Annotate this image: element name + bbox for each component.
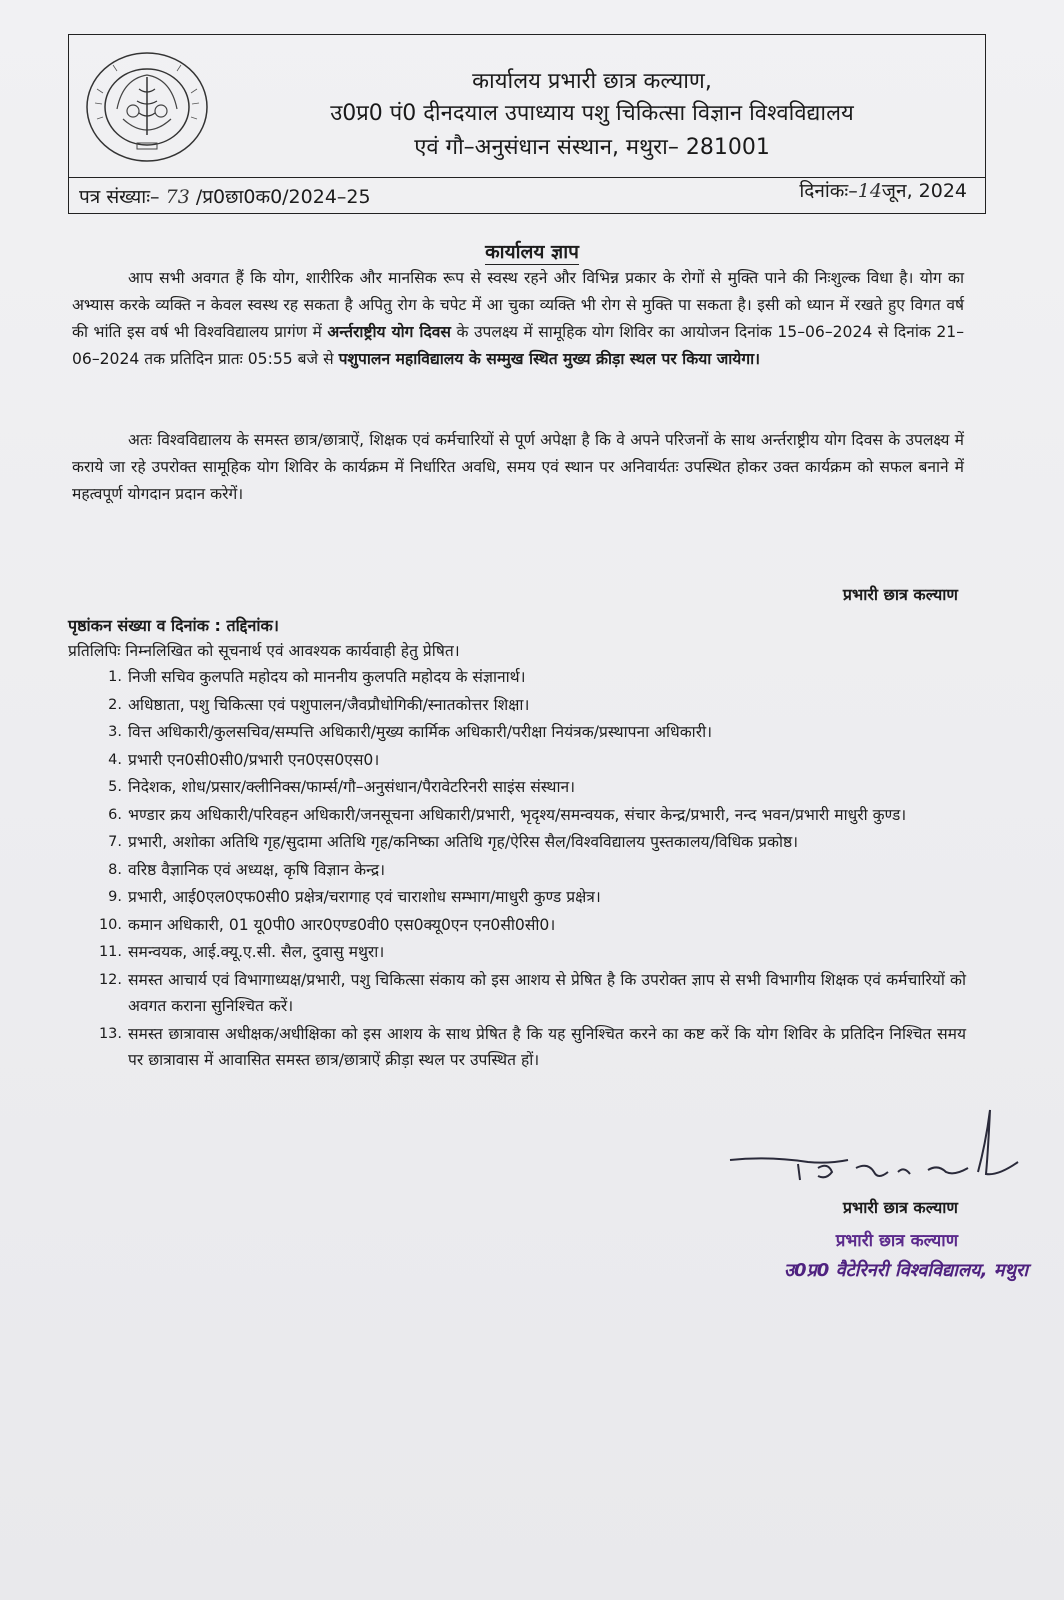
recipient-list	[86, 664, 966, 1075]
office-name: कार्यालय प्रभारी छात्र कल्याण,	[472, 69, 712, 94]
copy-to-intro: प्रतिलिपिः निम्नलिखित को सूचनार्थ एवं आवश्यक कार्यवाही हेतु प्रेषित।	[68, 642, 460, 660]
list-item: 4. प्रभारी एन0सी0सी0/प्रभारी एन0एस0एस0।	[108, 750, 380, 769]
list-item: 13. समस्त छात्रावास अधीक्षक/अधीक्षिका को इस आशय के साथ प्रेषित है कि यह सुनिश्चित करने का कष्ट करें कि योग शिविर के प्रतिदिन निश्चित समय पर छात्रावास में आवासित समस्त छात्र/छात्राऐं क्रीड़ा स्थल पर उपस्थित हों।	[98, 1024, 966, 1069]
list-item: 7. प्रभारी, अशोका अतिथि गृह/सुदामा अतिथि गृह/कनिष्का अतिथि गृह/ऐरिस सैल/विश्वविद्यालय पुस्तकालय/विधिक प्रकोष्ठ।	[108, 833, 799, 851]
list-item: 10. कमान अधिकारी, 01 यू0पी0 आर0एण्ड0वी0 एस0क्यू0एन एन0सी0सी0।	[98, 915, 556, 934]
list-item: 8. वरिष्ठ वैज्ञानिक एवं अध्यक्ष, कृषि विज्ञान केन्द्र।	[108, 860, 386, 879]
letterhead-box	[68, 34, 986, 214]
body-paragraph-2: अतः विश्वविद्यालय के समस्त छात्र/छात्राऐं, शिक्षक एवं कर्मचारियों से पूर्ण अपेक्षा है कि वे अपने परिजनों के साथ अर्न्तराष्ट्रीय योग दिवस के उपलक्ष्य में कराये जा रहे उपरोक्त सामूहिक योग शिविर के कार्यक्रम में निर्धारित अवधि, समय एवं स्थान पर अनिवार्यतः उपस्थित होकर उक्त कार्यक्रम को सफल बनाने में महत्वपूर्ण योगदान प्रदान करेगें।	[72, 431, 964, 503]
official-stamp-university: उ0प्र0 वैटेरिनरी विश्वविद्यालय, मथुरा	[784, 1260, 1028, 1281]
list-item: 5. निदेशक, शोध/प्रसार/क्लीनिक्स/फार्म्स/गौ–अनुसंधान/पैरावेटरिनरी साइंस संस्थान।	[108, 778, 576, 796]
list-item: 12. समस्त आचार्य एवं विभागाध्यक्ष/प्रभारी, पशु चिकित्सा संकाय को इस आशय से प्रेषित है कि उपरोक्त ज्ञाप से सभी विभागीय शिक्षक एवं कर्मचारियों को अवगत कराना सुनिश्चित करें।	[98, 970, 966, 1015]
date-label: दिनांकः–	[799, 180, 858, 202]
body-paragraph-1: आप सभी अवगत हैं कि योग, शारीरिक और मानसिक रूप से स्वस्थ रहने और विभिन्न प्रकार के रोगों से मुक्ति पाने की निःशुल्क विधा है। योग का अभ्यास करके व्यक्ति न केवल स्वस्थ रह सकता है अपितु रोग के चपेट में आ चुका व्यक्ति भी रोग से मुक्ति पा सकता है। इसी को ध्यान में रखते हुए विगत वर्ष की भांति इस वर्ष भी विश्वविद्यालय प्रागंण में अर्न्तराष्ट्रीय योग दिवस के उपलक्ष्य में सामूहिक योग शिविर का आयोजन दिनांक 15–06–2024 से दिनांक 21–06–2024 तक प्रतिदिन प्रातः 05:55 बजे से पशुपालन महाविद्यालय के सम्मुख स्थित मुख्य क्रीड़ा स्थल पर किया जायेगा।	[72, 269, 965, 368]
date-day: 14	[857, 180, 882, 202]
institute-address: एवं गौ–अनुसंधान संस्थान, मथुरा– 281001	[414, 135, 770, 160]
handwritten-signature	[728, 1102, 1028, 1202]
list-item: 11. समन्वयक, आई.क्यू.ए.सी. सैल, दुवासु मथुरा।	[98, 943, 385, 961]
date-rest: जून, 2024	[881, 180, 967, 202]
endorsement-line: पृष्ठांकन संख्या व दिनांक : तद्दिनांक।	[68, 616, 279, 635]
official-stamp-title: प्रभारी छात्र कल्याण	[835, 1231, 958, 1251]
ref-number: 73	[165, 186, 190, 208]
list-item: 9. प्रभारी, आई0एल0एफ0सी0 प्रक्षेत्र/चरागाह एवं चाराशोध सम्भाग/माधुरी कुण्ड प्रक्षेत्र।	[108, 888, 601, 906]
memo-title: कार्यालय ज्ञाप	[485, 241, 579, 263]
university-name: उ0प्र0 पं0 दीनदयाल उपाध्याय पशु चिकित्सा विज्ञान विश्वविद्यालय	[330, 101, 854, 126]
university-emblem-icon	[83, 49, 211, 165]
letter-date	[799, 177, 967, 203]
signatory-title: प्रभारी छात्र कल्याण	[842, 585, 958, 604]
list-item: 3. वित्त अधिकारी/कुलसचिव/सम्पत्ति अधिकारी/मुख्य कार्मिक अधिकारी/परीक्षा नियंत्रक/प्रस्थापना अधिकारी।	[108, 723, 713, 741]
list-item: 1. निजी सचिव कुलपति महोदय को माननीय कुलपति महोदय के संज्ञानार्थ।	[108, 668, 526, 686]
ref-suffix: /प्र0छा0क0/2024–25	[195, 186, 371, 208]
letter-reference	[79, 183, 371, 209]
list-item: 2. अधिष्ठाता, पशु चिकित्सा एवं पशुपालन/जैवप्रौधोगिकी/स्नातकोत्तर शिक्षा।	[108, 695, 530, 714]
signatory-title-2: प्रभारी छात्र कल्याण	[842, 1198, 958, 1217]
ref-label: पत्र संख्याः–	[79, 186, 160, 208]
list-item: 6. भण्डार क्रय अधिकारी/परिवहन अधिकारी/जनसूचना अधिकारी/प्रभारी, भृदृश्य/समन्वयक, संचार केन्द्र/प्रभारी, नन्द भवन/प्रभारी माधुरी कुण्ड।	[108, 805, 907, 824]
